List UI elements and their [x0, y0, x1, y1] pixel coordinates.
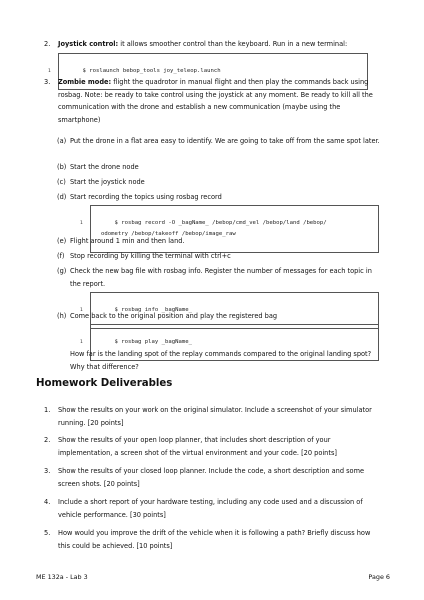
deliverable-item-4: [44, 496, 380, 521]
item-title: Joystick control:: [58, 40, 119, 48]
footer-page-number: Page 6: [368, 573, 390, 581]
list-number: 1.: [44, 406, 51, 414]
footer-course: ME 132a - Lab 3: [36, 573, 88, 581]
step-text: Put the drone in a flat area easy to identify. We are going to take off from the same spot later.: [70, 137, 380, 145]
list-number: 4.: [44, 498, 51, 506]
step-a: [57, 135, 380, 148]
step-label: (e): [57, 237, 67, 245]
list-item-joystick: [44, 38, 380, 51]
step-text: Start the joystick node: [70, 178, 145, 186]
item-text: flight the quadrotor in manual flight and then play the commands back using rosbag. Note: be ready to take control using the joystick at any moment. Be ready to kill all the communication with the drone and establish a new communication (maybe using the smartphone): [58, 78, 373, 124]
deliverable-item-5: [44, 527, 380, 552]
code-line-number: 1: [80, 308, 83, 313]
step-c: [57, 176, 380, 189]
step-label: (c): [57, 178, 66, 186]
reflection-question: How far is the landing spot of the replay commands compared to the original landing spot? Why that difference?: [70, 350, 372, 371]
step-label: (h): [57, 312, 67, 320]
deliverable-item-1: [44, 404, 380, 429]
step-b: [57, 161, 380, 174]
code-line: $ rosbag record -O _bagName_ /bebop/cmd_vel /bebop/land /bebop/: [114, 220, 327, 226]
step-label: (a): [57, 137, 67, 145]
section-heading: Homework Deliverables: [36, 378, 173, 389]
deliverable-text: Show the results on your work on the original simulator. Include a screenshot of your simulator running. [20 points]: [58, 406, 372, 427]
list-number: 5.: [44, 529, 51, 537]
code-line-number: 1: [80, 221, 83, 226]
list-number: 2.: [44, 40, 51, 48]
step-label: (f): [57, 252, 65, 260]
step-text: Start recording the topics using rosbag record: [70, 193, 222, 201]
step-e: [57, 235, 380, 248]
item-text: it allows smoother control than the keyboard. Run in a new terminal:: [118, 40, 348, 48]
code-line-number: 1: [80, 340, 83, 345]
list-number: 3.: [44, 78, 51, 86]
deliverable-text: How would you improve the drift of the vehicle when it is following a path? Briefly discuss how this could be achieved. [10 points]: [58, 529, 371, 550]
code-line: $ roslaunch bebop_tools joy_teleop.launch: [82, 68, 221, 74]
step-g: [57, 265, 380, 290]
code-line: odometry /bebop/takeoff /bebop/image_raw: [101, 231, 236, 237]
step-text: Flight around 1 min and then land.: [70, 237, 185, 245]
deliverable-text: Include a short report of your hardware testing, including any code used and a discussion of vehicle performance. [30 points]: [58, 498, 363, 519]
list-item-zombie-mode: [44, 76, 380, 126]
code-line: $ rosbag info _bagName_: [114, 307, 192, 313]
deliverable-item-3: [44, 465, 380, 490]
step-d: [57, 191, 380, 204]
step-h: [57, 310, 380, 323]
deliverable-item-2: [44, 434, 380, 459]
deliverable-text: Show the results of your open loop planner, that includes short description of your implementation, a screen shot of the virtual environment and your code. [20 points]: [58, 436, 337, 457]
step-text: Come back to the original position and play the registered bag: [70, 312, 278, 320]
step-text: Stop recording by killing the terminal with ctrl+c: [70, 252, 231, 260]
code-line-number: 1: [48, 69, 51, 74]
step-label: (b): [57, 163, 67, 171]
step-text: Start the drone node: [70, 163, 139, 171]
step-label: (g): [57, 267, 67, 275]
item-title: Zombie mode:: [58, 78, 112, 86]
code-line: $ rosbag play _bagName_: [114, 339, 192, 345]
step-f: [57, 250, 380, 263]
step-text: Check the new bag file with rosbag info. Register the number of messages for each topic in the report.: [70, 267, 372, 288]
list-number: 2.: [44, 436, 51, 444]
deliverable-text: Show the results of your closed loop planner. Include the code, a short description and some screen shots. [20 points]: [58, 467, 365, 488]
step-label: (d): [57, 193, 67, 201]
list-number: 3.: [44, 467, 51, 475]
